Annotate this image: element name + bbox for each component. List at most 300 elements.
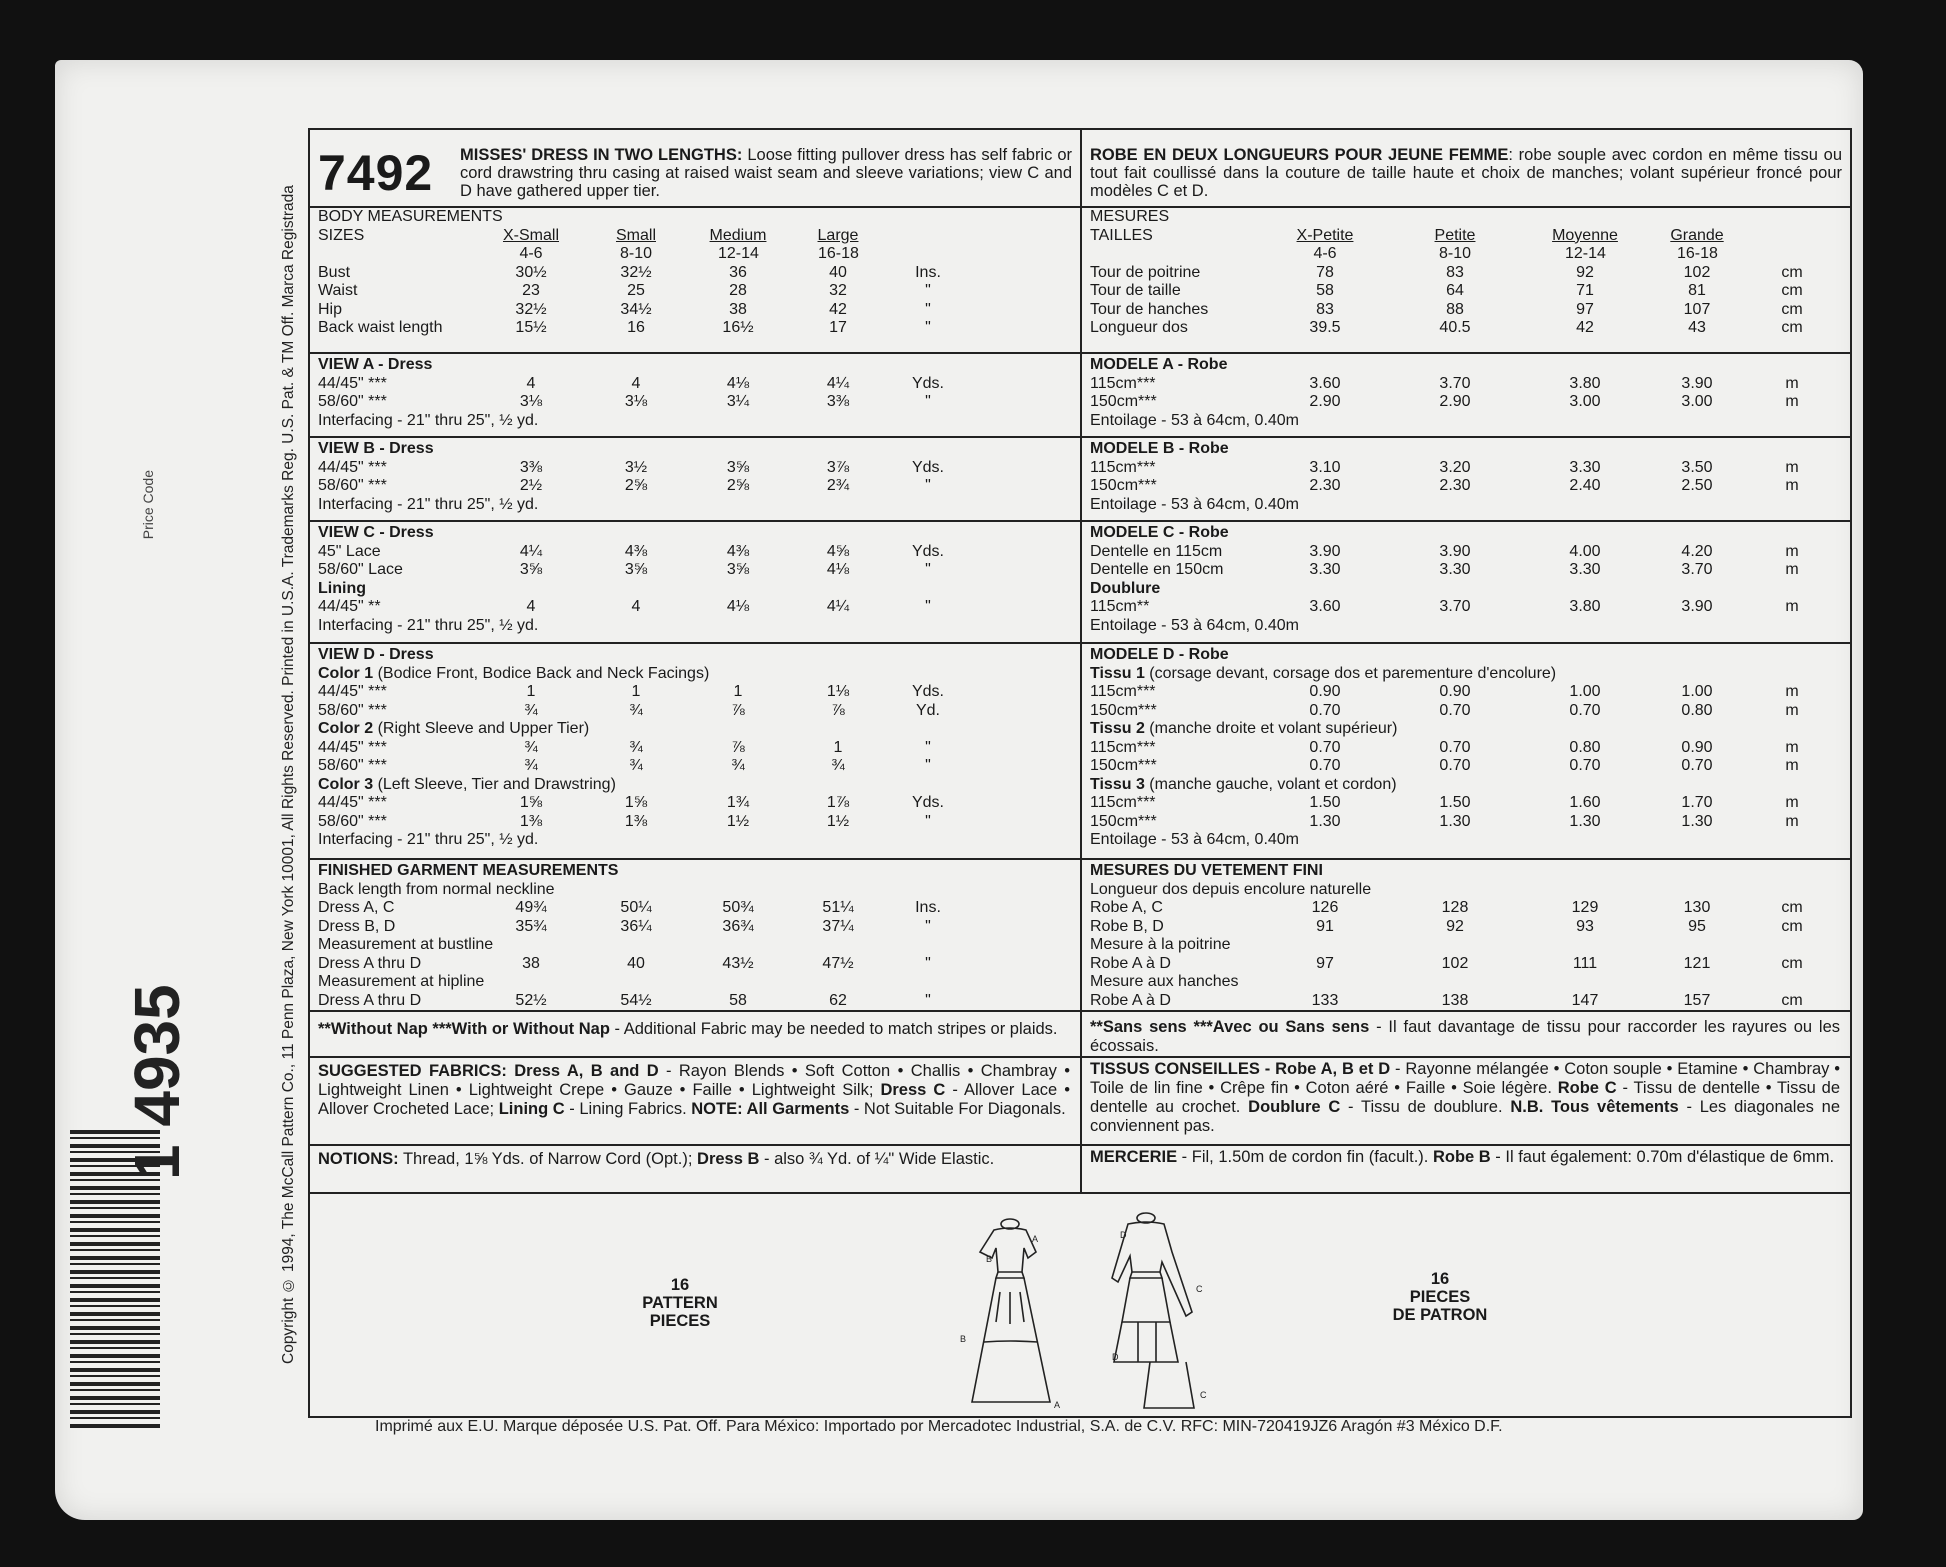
row-label: Bust <box>318 263 351 281</box>
cell-value: 1.30 <box>1309 812 1341 830</box>
cell-value: 3⅞ <box>826 458 850 476</box>
row-label: 150cm*** <box>1090 701 1157 719</box>
cell-value: 0.90 <box>1309 683 1341 700</box>
cell-value: 1⅝ <box>624 794 648 811</box>
cell-value: 1.00 <box>1569 683 1601 700</box>
size-header: X-Petite <box>1296 226 1354 244</box>
row-label: 115cm*** <box>1090 683 1156 700</box>
pattern-number: 7492 <box>318 145 434 201</box>
cell-value: 30½ <box>515 263 547 281</box>
cell-value: 138 <box>1441 991 1469 1009</box>
divider <box>310 858 1850 860</box>
cell-value: 3.20 <box>1439 458 1471 476</box>
row-label: 58/60" Lace <box>318 561 403 578</box>
table-subheading <box>318 720 1070 739</box>
unit-label: m <box>1785 393 1799 410</box>
cell-value: 0.70 <box>1309 738 1341 756</box>
english-title: MISSES' DRESS IN TWO LENGTHS: Loose fitting pullover dress has self fabric or cord drawstring thru casing at raised waist seam and sleeve variations; view C and D have gathered upper tier. <box>460 146 1073 200</box>
cell-value: 34½ <box>620 300 652 318</box>
cell-value: 3⅛ <box>519 393 543 410</box>
table-row <box>318 899 1070 918</box>
cell-value: 2.40 <box>1569 477 1601 494</box>
cell-value: 2.30 <box>1309 477 1341 494</box>
table-row <box>318 561 1070 580</box>
divider <box>310 1010 1850 1012</box>
cell-value: 32½ <box>620 263 652 281</box>
cell-value: 42 <box>1576 319 1594 336</box>
section-title: VIEW A - Dress <box>318 356 433 373</box>
subheading-bold: Tissu 1 <box>1090 664 1145 682</box>
unit-label: m <box>1785 374 1799 392</box>
table-row <box>318 683 1070 702</box>
row-label: 115cm** <box>1090 598 1150 615</box>
row-label: TAILLES <box>1090 226 1153 244</box>
cell-value: 40 <box>829 263 847 281</box>
section-title: MODELE C - Robe <box>1090 524 1229 541</box>
table-row <box>318 598 1070 617</box>
cell-value: 0.70 <box>1681 757 1713 774</box>
cell-value: 3½ <box>624 458 648 476</box>
cell-value: 40.5 <box>1439 319 1471 336</box>
divider <box>310 1056 1850 1058</box>
unit-label: " <box>925 561 931 578</box>
subheading-text: (Right Sleeve and Upper Tier) <box>373 720 590 737</box>
cell-value: 102 <box>1683 263 1711 281</box>
row-label: 115cm*** <box>1090 374 1156 392</box>
cell-value: 92 <box>1446 917 1464 935</box>
section-title: VIEW C - Dress <box>318 524 434 541</box>
cell-value: 1.60 <box>1569 794 1601 811</box>
cell-value: 4¼ <box>519 542 543 560</box>
view-c-yardage <box>1090 524 1842 635</box>
cell-value: 97 <box>1576 300 1594 318</box>
table-row <box>318 739 1070 758</box>
cell-value: 0.70 <box>1439 701 1471 719</box>
row-label: Dentelle en 150cm <box>1090 561 1224 578</box>
table-row <box>1090 561 1842 580</box>
cell-value: 47½ <box>822 954 854 972</box>
cell-value: 4.20 <box>1681 542 1713 560</box>
section-title: MODELE B - Robe <box>1090 440 1229 457</box>
pattern-pieces-count: 16 PATTERN PIECES <box>642 1276 718 1330</box>
table-row <box>1090 227 1842 246</box>
row-label: 58/60" *** <box>318 812 387 830</box>
table-row <box>318 918 1070 937</box>
cell-value: 43½ <box>722 954 754 972</box>
unit-label: m <box>1785 812 1799 830</box>
unit-label: Yds. <box>911 794 944 811</box>
cell-value: 32 <box>829 282 847 299</box>
cell-value: 83 <box>1316 300 1334 318</box>
row-label: Robe A à D <box>1090 991 1171 1009</box>
size-header: Grande <box>1670 226 1724 244</box>
view-b-yardage <box>1090 440 1842 514</box>
cell-value: 12-14 <box>1565 245 1606 262</box>
unit-label: " <box>925 282 931 299</box>
cell-value: 58 <box>1316 282 1334 299</box>
cell-value: 3⅜ <box>826 393 850 410</box>
unit-label: m <box>1785 683 1799 700</box>
unit-label: cm <box>1781 319 1803 336</box>
cell-value: 3.10 <box>1309 458 1341 476</box>
section-title: VIEW D - Dress <box>318 646 434 663</box>
table-row <box>318 813 1070 832</box>
cell-value: 88 <box>1446 300 1464 318</box>
subheading-text: (manche droite et volant supérieur) <box>1144 720 1398 737</box>
row-label: SIZES <box>318 226 365 244</box>
cell-value: ⅞ <box>831 701 845 719</box>
table-note: Interfacing - 21" thru 25", ½ yd. <box>318 495 539 513</box>
price-code: Price Code <box>140 470 156 540</box>
row-label: 115cm*** <box>1090 458 1156 476</box>
cell-value: 128 <box>1441 899 1469 916</box>
unit-label: " <box>925 393 931 410</box>
cell-value: 3⅝ <box>624 561 648 578</box>
divider <box>310 1144 1850 1146</box>
table-row <box>1090 543 1842 562</box>
label-b: B <box>986 1254 993 1264</box>
table-row <box>1090 955 1842 974</box>
cell-value: 8-10 <box>619 245 653 262</box>
cell-value: 133 <box>1311 991 1339 1009</box>
cell-value: 0.70 <box>1309 757 1341 774</box>
body-measurements <box>1090 208 1842 338</box>
cell-value: 4 <box>526 598 536 615</box>
subheading-text: (corsage devant, corsage dos et parementure d'encolure) <box>1144 664 1557 682</box>
table-note: Entoilage - 53 à 64cm, 0.40m <box>1090 411 1300 429</box>
cell-value: 28 <box>729 282 747 299</box>
unit-label: m <box>1785 701 1799 719</box>
unit-label: " <box>925 954 931 972</box>
cell-value: 1.30 <box>1569 812 1601 830</box>
pattern-pieces-count-fr: 16 PIECES DE PATRON <box>1392 1270 1488 1324</box>
cell-value: 32½ <box>515 300 547 318</box>
cell-value: 2.50 <box>1681 477 1713 494</box>
cell-value: 0.90 <box>1681 738 1713 756</box>
view-a-yardage <box>1090 356 1842 430</box>
row-label: 44/45" *** <box>318 374 387 392</box>
cell-value: 3.80 <box>1569 598 1601 615</box>
cell-value: 4⅝ <box>826 542 850 560</box>
table-subheading <box>318 776 1070 795</box>
cell-value: 3.90 <box>1681 598 1713 615</box>
cell-value: 3.00 <box>1569 393 1601 410</box>
unit-label: " <box>925 300 931 318</box>
cell-value: 3.90 <box>1309 542 1341 560</box>
row-label: Tour de poitrine <box>1090 263 1201 281</box>
unit-label: m <box>1785 757 1799 774</box>
cell-value: 111 <box>1572 954 1598 972</box>
cell-value: 92 <box>1576 263 1594 281</box>
section-title: VIEW B - Dress <box>318 440 434 457</box>
cell-value: 1 <box>631 683 641 700</box>
section-title: MODELE A - Robe <box>1090 356 1228 373</box>
cell-value: 4¼ <box>826 374 850 392</box>
table-row <box>1090 899 1842 918</box>
label-b2: B <box>960 1334 967 1344</box>
cell-value: ¾ <box>831 757 845 774</box>
cell-value: 4⅛ <box>726 374 750 392</box>
cell-value: 0.70 <box>1439 738 1471 756</box>
suggested-fabrics: SUGGESTED FABRICS: Dress A, B and D - Rayon Blends • Soft Cotton • Challis • Chambray • Lightweight Linen • Lightweight Crepe • Gauze • Faille • Lightweight Silk; Dress C - Allover Lace • Allover Crocheted Lace; Lining C - Lining Fabrics. NOTE: All Garments - Not Suitable For Diagonals. <box>318 1062 1071 1118</box>
cell-value: ¾ <box>524 757 538 774</box>
cell-value: 1.70 <box>1681 794 1713 811</box>
row-label: Dress A, C <box>318 899 395 916</box>
table-row <box>1090 459 1842 478</box>
row-label: Back waist length <box>318 319 443 336</box>
row-label: Tour de hanches <box>1090 300 1209 318</box>
cell-value: 4⅜ <box>726 542 750 560</box>
cell-value: 3⅝ <box>726 458 750 476</box>
unit-label: Yd. <box>915 701 940 719</box>
finished-measurements <box>318 862 1070 1010</box>
table-note: Mesure aux hanches <box>1090 973 1239 990</box>
unit-label: cm <box>1781 263 1803 281</box>
table-note: BODY MEASUREMENTS <box>318 208 503 225</box>
table-row <box>1090 301 1842 320</box>
notions-fr: MERCERIE - Fil, 1.50m de cordon fin (facult.). Robe B - Il faut également: 0.70m d'élastique de 6mm. <box>1090 1148 1835 1166</box>
cell-value: 3.30 <box>1309 561 1341 578</box>
cell-value: 71 <box>1576 282 1594 299</box>
subheading-bold: Color 2 <box>318 720 374 737</box>
table-row <box>1090 992 1842 1011</box>
row-label: 150cm*** <box>1090 757 1157 774</box>
cell-value: 3.50 <box>1681 458 1713 476</box>
table-row <box>318 955 1070 974</box>
cell-value: 12-14 <box>718 245 759 262</box>
cell-value: 4.00 <box>1569 542 1601 560</box>
row-label: 58/60" *** <box>318 701 387 719</box>
table-note: Longueur dos depuis encolure naturelle <box>1090 880 1372 898</box>
table-row <box>318 282 1070 301</box>
table-row <box>318 227 1070 246</box>
table-row <box>1090 757 1842 776</box>
row-label: 150cm*** <box>1090 393 1157 410</box>
cell-value: 4⅛ <box>726 598 750 615</box>
table-note: Measurement at hipline <box>318 973 485 990</box>
cell-value: 95 <box>1688 917 1706 935</box>
cell-value: 35¾ <box>515 917 547 935</box>
row-label: Dress A thru D <box>318 991 422 1009</box>
table-row <box>1090 264 1842 283</box>
table-row <box>318 319 1070 338</box>
cell-value: 1½ <box>826 812 850 830</box>
cell-value: 3¼ <box>726 393 750 410</box>
cell-value: 39.5 <box>1309 319 1341 336</box>
cell-value: 40 <box>627 954 645 972</box>
cell-value: 51¼ <box>822 899 854 916</box>
cell-value: 1.30 <box>1439 812 1471 830</box>
table-row <box>318 794 1070 813</box>
row-label: 44/45" *** <box>318 794 387 811</box>
row-label: 115cm*** <box>1090 794 1156 811</box>
cell-value: 147 <box>1571 991 1599 1009</box>
size-header: Small <box>615 226 656 244</box>
cell-value: 3⅛ <box>624 393 648 410</box>
table-row <box>1090 319 1842 338</box>
cell-value: ¾ <box>524 738 538 756</box>
unit-label: " <box>925 319 931 336</box>
unit-label: " <box>925 991 931 1009</box>
table-row <box>1090 739 1842 758</box>
unit-label: cm <box>1781 300 1803 318</box>
unit-label: m <box>1785 598 1799 615</box>
cell-value: 1½ <box>726 812 750 830</box>
unit-label: Yds. <box>911 458 944 476</box>
table-row <box>1090 375 1842 394</box>
row-label: Tour de taille <box>1090 282 1181 299</box>
column-divider <box>1080 130 1082 1192</box>
cell-value: 1 <box>733 683 743 700</box>
table-subheading <box>1090 776 1842 795</box>
row-label: 44/45" *** <box>318 683 387 700</box>
cell-value: 54½ <box>620 991 652 1009</box>
cell-value: 78 <box>1316 263 1334 281</box>
cell-value: ¾ <box>524 701 538 719</box>
table-note: MESURES <box>1090 208 1170 225</box>
section-title: Lining <box>318 579 366 597</box>
body-measurements <box>318 208 1070 338</box>
cell-value: 0.70 <box>1309 701 1341 719</box>
cell-value: 37¼ <box>822 917 854 935</box>
unit-label: m <box>1785 542 1799 560</box>
cell-value: 97 <box>1316 954 1334 972</box>
cell-value: 3.30 <box>1439 561 1471 578</box>
row-label: 44/45" ** <box>318 598 381 615</box>
cell-value: 36¼ <box>620 917 652 935</box>
label-d: D <box>1120 1230 1127 1240</box>
suggested-fabrics-fr: TISSUS CONSEILLES - Robe A, B et D - Rayonne mélangée • Coton souple • Etamine • Chambray • Toile de lin fine • Crêpe fin • Coton aéré • Faille • Soie légère. Robe C - Tissu de dentelle • Tissu de dentelle au crochet. Doublure C - Tissu de doublure. N.B. Tous vêtements - Les diagonales ne conviennent pas. <box>1090 1060 1841 1135</box>
copyright-notice: Copyright © 1994, The McCall Pattern Co., 11 Penn Plaza, New York 10001, All Rights Reserved. Printed in U.S.A. Trademarks Reg. U.S. Pat. & TM Off. Marca Registrada <box>280 185 297 1365</box>
dress-illustrations <box>950 1212 1280 1412</box>
cell-value: 3.30 <box>1569 561 1601 578</box>
cell-value: 157 <box>1683 991 1711 1009</box>
row-label: 44/45" *** <box>318 738 387 756</box>
unit-label: cm <box>1781 917 1803 935</box>
table-note: Entoilage - 53 à 64cm, 0.40m <box>1090 495 1300 513</box>
cell-value: 58 <box>729 991 747 1009</box>
cell-value: 3.70 <box>1439 374 1471 392</box>
size-header: Moyenne <box>1552 226 1618 244</box>
row-label: 58/60" *** <box>318 757 387 774</box>
subheading-text: (Left Sleeve, Tier and Drawstring) <box>373 775 616 793</box>
unit-label: m <box>1785 477 1799 494</box>
table-row <box>1090 282 1842 301</box>
label-d2: D <box>1112 1352 1119 1362</box>
section-title: MODELE D - Robe <box>1090 646 1229 663</box>
cell-value: 49¾ <box>515 899 547 916</box>
import-notice: Imprimé aux E.U. Marque déposée U.S. Pat. Off. Para México: Importado por Mercadotec Industrial, S.A. de C.V. RFC: MIN-720419JZ6 Aragón #3 México D.F. <box>375 1418 1503 1435</box>
cell-value: 4-6 <box>519 245 543 262</box>
label-c: C <box>1196 1284 1203 1294</box>
view-a-yardage <box>318 356 1070 430</box>
cell-value: 3.60 <box>1309 374 1341 392</box>
view-d-yardage <box>318 646 1070 850</box>
unit-label: m <box>1785 561 1799 578</box>
unit-label: " <box>925 477 931 494</box>
row-label: 58/60" *** <box>318 477 387 494</box>
table-row <box>1090 813 1842 832</box>
table-note: Measurement at bustline <box>318 936 494 953</box>
cell-value: 107 <box>1683 300 1711 318</box>
cell-value: 2.30 <box>1439 477 1471 494</box>
divider <box>310 642 1850 644</box>
table-note: Interfacing - 21" thru 25", ½ yd. <box>318 831 539 848</box>
cell-value: 16-18 <box>818 245 859 262</box>
cell-value: 3⅝ <box>519 561 543 578</box>
row-label: 44/45" *** <box>318 458 387 476</box>
cell-value: 16-18 <box>1677 245 1718 262</box>
unit-label: cm <box>1781 991 1803 1009</box>
subheading-text: (Bodice Front, Bodice Back and Neck Facings) <box>373 664 710 682</box>
cell-value: 1.50 <box>1309 794 1341 811</box>
divider <box>310 520 1850 522</box>
table-row <box>1090 702 1842 721</box>
cell-value: 3.00 <box>1681 393 1713 410</box>
row-label: Robe A, C <box>1090 899 1163 916</box>
row-label: 150cm*** <box>1090 477 1157 494</box>
cell-value: 4-6 <box>1313 245 1337 262</box>
cell-value: 3.30 <box>1569 458 1601 476</box>
dress-sketch-a-b <box>972 1219 1050 1402</box>
table-row <box>1090 598 1842 617</box>
unit-label: " <box>925 812 931 830</box>
cell-value: 1 <box>833 738 843 756</box>
table-row <box>318 459 1070 478</box>
cell-value: ⅞ <box>731 701 745 719</box>
cell-value: 2⅝ <box>624 477 648 494</box>
table-subheading <box>1090 665 1842 684</box>
cell-value: 4⅜ <box>624 542 648 560</box>
table-note: Mesure à la poitrine <box>1090 936 1231 953</box>
cell-value: 126 <box>1311 899 1339 916</box>
subheading-bold: Color 3 <box>318 775 374 793</box>
cell-value: 3⅝ <box>726 561 750 578</box>
view-c-yardage <box>318 524 1070 635</box>
cell-value: 1¾ <box>726 794 750 811</box>
cell-value: ¾ <box>731 757 745 774</box>
cell-value: 15½ <box>515 319 547 336</box>
cell-value: 130 <box>1683 899 1711 916</box>
table-row <box>1090 794 1842 813</box>
unit-label: Yds. <box>911 683 944 700</box>
row-label: 115cm*** <box>1090 738 1156 756</box>
cell-value: 3.60 <box>1309 598 1341 615</box>
cell-value: 38 <box>522 954 540 972</box>
cell-value: 0.70 <box>1569 757 1601 774</box>
subheading-text: (manche gauche, volant et cordon) <box>1144 775 1397 793</box>
row-label: Dentelle en 115cm <box>1090 542 1223 560</box>
cell-value: ¾ <box>629 738 643 756</box>
finished-measurements <box>1090 862 1842 1010</box>
divider <box>310 1192 1850 1194</box>
cell-value: 0.80 <box>1681 701 1713 719</box>
cell-value: ¾ <box>629 757 643 774</box>
table-note: Entoilage - 53 à 64cm, 0.40m <box>1090 616 1300 634</box>
table-row <box>1090 393 1842 412</box>
unit-label: m <box>1785 738 1799 756</box>
table-note: Interfacing - 21" thru 25", ½ yd. <box>318 411 539 429</box>
cell-value: 52½ <box>515 991 547 1009</box>
row-label: 150cm*** <box>1090 812 1157 830</box>
catalog-number: ​1 4935 <box>121 984 193 1180</box>
cell-value: 2.90 <box>1439 393 1471 410</box>
unit-label: Yds. <box>911 542 944 560</box>
cell-value: 23 <box>522 282 540 299</box>
cell-value: 1⅜ <box>624 812 648 830</box>
cell-value: 129 <box>1571 899 1599 916</box>
cell-value: 16½ <box>722 319 754 336</box>
